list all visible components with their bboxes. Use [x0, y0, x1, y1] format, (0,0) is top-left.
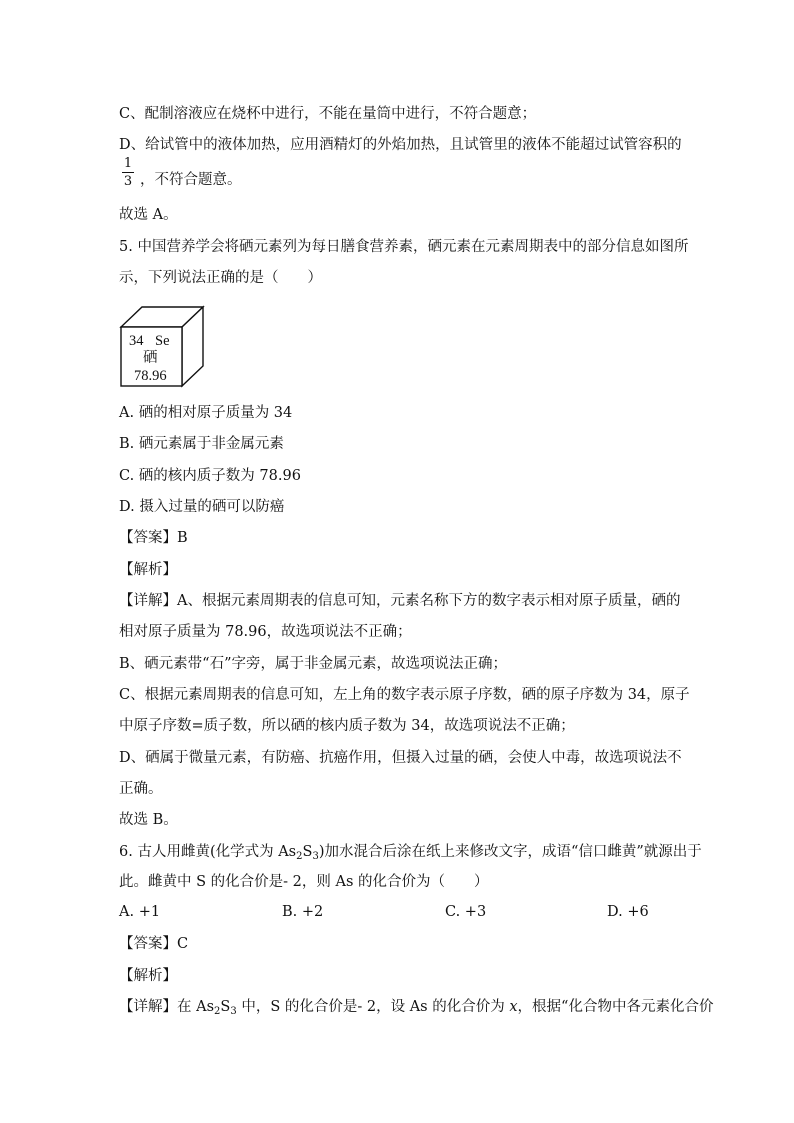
- fraction-denominator: 3: [123, 174, 133, 189]
- q6-detail-subscript-3: 3: [230, 1006, 237, 1017]
- atomic-number: 34: [129, 333, 144, 349]
- q4-choice: 故选 A。: [119, 207, 178, 223]
- q5-detail-line7: 正确。: [119, 781, 163, 797]
- q4-option-c-explanation: C、配制溶液应在烧杯中进行，不能在量筒中进行，不符合题意；: [119, 106, 537, 122]
- q4-option-d-explanation-line1: D、给试管中的液体加热，应用酒精灯的外焰加热，且试管里的液体不能超过试管容积的: [119, 137, 682, 153]
- fraction-bar: [122, 172, 134, 173]
- q6-variable-x: x: [509, 999, 518, 1015]
- q6-detail-text-a: 【详解】在 As: [119, 999, 215, 1015]
- q5-detail-line1: 【详解】A、根据元素周期表的信息可知，元素名称下方的数字表示相对原子质量，硒的: [119, 593, 681, 609]
- q5-detail-line2: 相对原子质量为 78.96，故选项说法不正确；: [119, 624, 412, 640]
- q5-choice: 故选 B。: [119, 812, 178, 828]
- q6-detail-text-d: ，根据“化合物中各元素化合价: [517, 999, 714, 1015]
- q4-option-d-explanation-line2: ，不符合题意。: [140, 172, 242, 188]
- atomic-mass: 78.96: [134, 368, 167, 384]
- q5-detail-line4: C、根据元素周期表的信息可知，左上角的数字表示原子序数，硒的原子序数为 34，原子: [119, 687, 690, 703]
- q5-detail-line5: 中原子序数=质子数，所以硒的核内质子数为 34，故选项说法不正确；: [119, 718, 575, 734]
- q6-stem-text-a: 6. 古人用雌黄(化学式为 As: [119, 844, 297, 860]
- periodic-table-cell-figure: [118, 304, 208, 388]
- q6-option-b: B. +2: [282, 904, 324, 920]
- q6-stem-line2: 此。雌黄中 S 的化合价是- 2，则 As 的化合价为（ ）: [119, 874, 489, 890]
- q5-detail-line6: D、硒属于微量元素，有防癌、抗癌作用，但摄入过量的硒，会使人中毒，故选项说法不: [119, 750, 682, 766]
- q6-option-d: D. +6: [607, 904, 649, 920]
- q5-option-a: A. 硒的相对原子质量为 34: [119, 405, 293, 421]
- q6-option-c: C. +3: [445, 904, 487, 920]
- q6-option-a: A. +1: [119, 904, 161, 920]
- fraction-numerator: 1: [123, 156, 133, 171]
- element-name: 硒: [143, 350, 158, 366]
- q6-subscript-3: 3: [312, 851, 319, 862]
- q5-answer: 【答案】B: [119, 530, 188, 546]
- q6-detail-subscript-2: 2: [214, 1006, 221, 1017]
- q6-subscript-2: 2: [296, 851, 303, 862]
- q6-stem-text-b: S: [302, 844, 313, 860]
- q5-stem-line2: 示，下列说法正确的是（ ）: [119, 270, 322, 286]
- element-symbol: Se: [155, 333, 170, 349]
- q6-stem-text-c: )加水混合后涂在纸上来修改文字，成语“信口雌黄”就源出于: [318, 844, 702, 860]
- q6-analysis-heading: 【解析】: [119, 968, 177, 984]
- q5-detail-line3: B、硒元素带“石”字旁，属于非金属元素，故选项说法正确；: [119, 656, 507, 672]
- q5-option-b: B. 硒元素属于非金属元素: [119, 436, 284, 452]
- q5-stem-line1: 5. 中国营养学会将硒元素列为每日膳食营养素，硒元素在元素周期表中的部分信息如图所: [119, 239, 689, 255]
- q6-detail-text-c: 中，S 的化合价是- 2，设 As 的化合价为: [236, 999, 510, 1015]
- q5-option-d: D. 摄入过量的硒可以防癌: [119, 499, 285, 515]
- q5-analysis-heading: 【解析】: [119, 562, 177, 578]
- q6-detail-line1: [119, 997, 713, 1022]
- q6-detail-text-b: S: [220, 999, 231, 1015]
- q5-option-c: C. 硒的核内质子数为 78.96: [119, 468, 301, 484]
- fraction-one-third: [122, 156, 134, 189]
- q6-stem-line1: [119, 842, 702, 867]
- q6-answer: 【答案】C: [119, 936, 189, 952]
